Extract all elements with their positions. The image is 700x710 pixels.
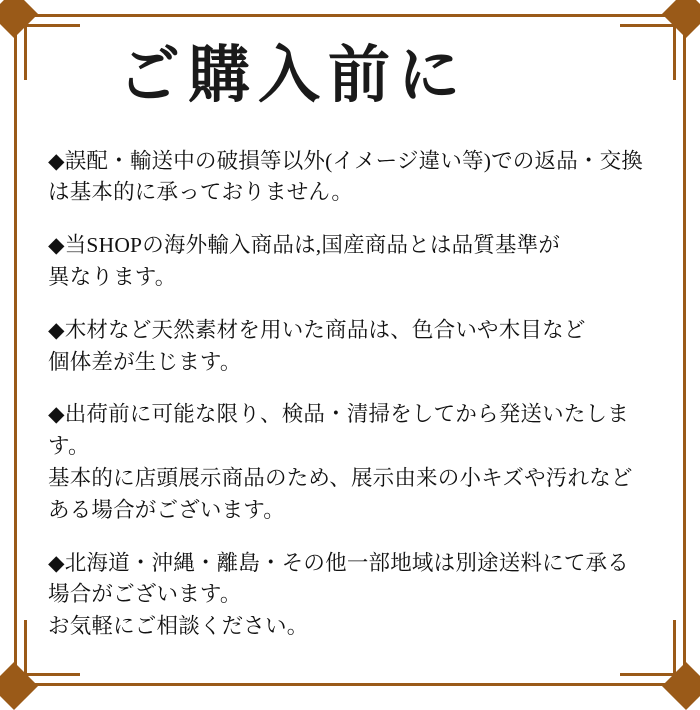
notice-line: ◆当SHOPの海外輸入商品は,国産商品とは品質基準が: [48, 233, 561, 258]
notice-line: 個体差が生じます。: [48, 349, 242, 374]
notice-line: ◆北海道・沖縄・離島・その他一部地域は別途送料にて承る: [48, 550, 629, 575]
diamond-ornament-bottom-left: [0, 662, 38, 710]
notice-item: [48, 399, 660, 526]
notice-line: は基本的に承っておりません。: [48, 180, 354, 205]
notice-content: [48, 38, 660, 656]
notice-line: 異なります。: [48, 264, 177, 289]
notice-line: ◆誤配・輸送中の破損等以外(イメージ違い等)での返品・交換: [48, 148, 644, 173]
notice-item: [48, 315, 660, 379]
notice-item: [48, 146, 660, 210]
notice-list: [48, 146, 660, 644]
notice-line: ◆出荷前に可能な限り、検品・清掃をしてから発送いたします。: [48, 402, 629, 459]
notice-item: [48, 230, 660, 294]
diamond-ornament-top-left: [0, 0, 38, 38]
notice-item: [48, 548, 660, 643]
notice-line: ある場合がございます。: [48, 497, 285, 522]
notice-line: ◆木材など天然素材を用いた商品は、色合いや木目など: [48, 317, 586, 342]
notice-line: 場合がございます。: [48, 582, 242, 607]
page-title: ご購入前に: [118, 42, 469, 110]
diamond-ornament-bottom-right: [662, 662, 700, 710]
diamond-ornament-top-right: [662, 0, 700, 38]
notice-line: 基本的に店頭展示商品のため、展示由来の小キズや汚れなど: [48, 466, 633, 490]
notice-line: お気軽にご相談ください。: [48, 614, 309, 639]
